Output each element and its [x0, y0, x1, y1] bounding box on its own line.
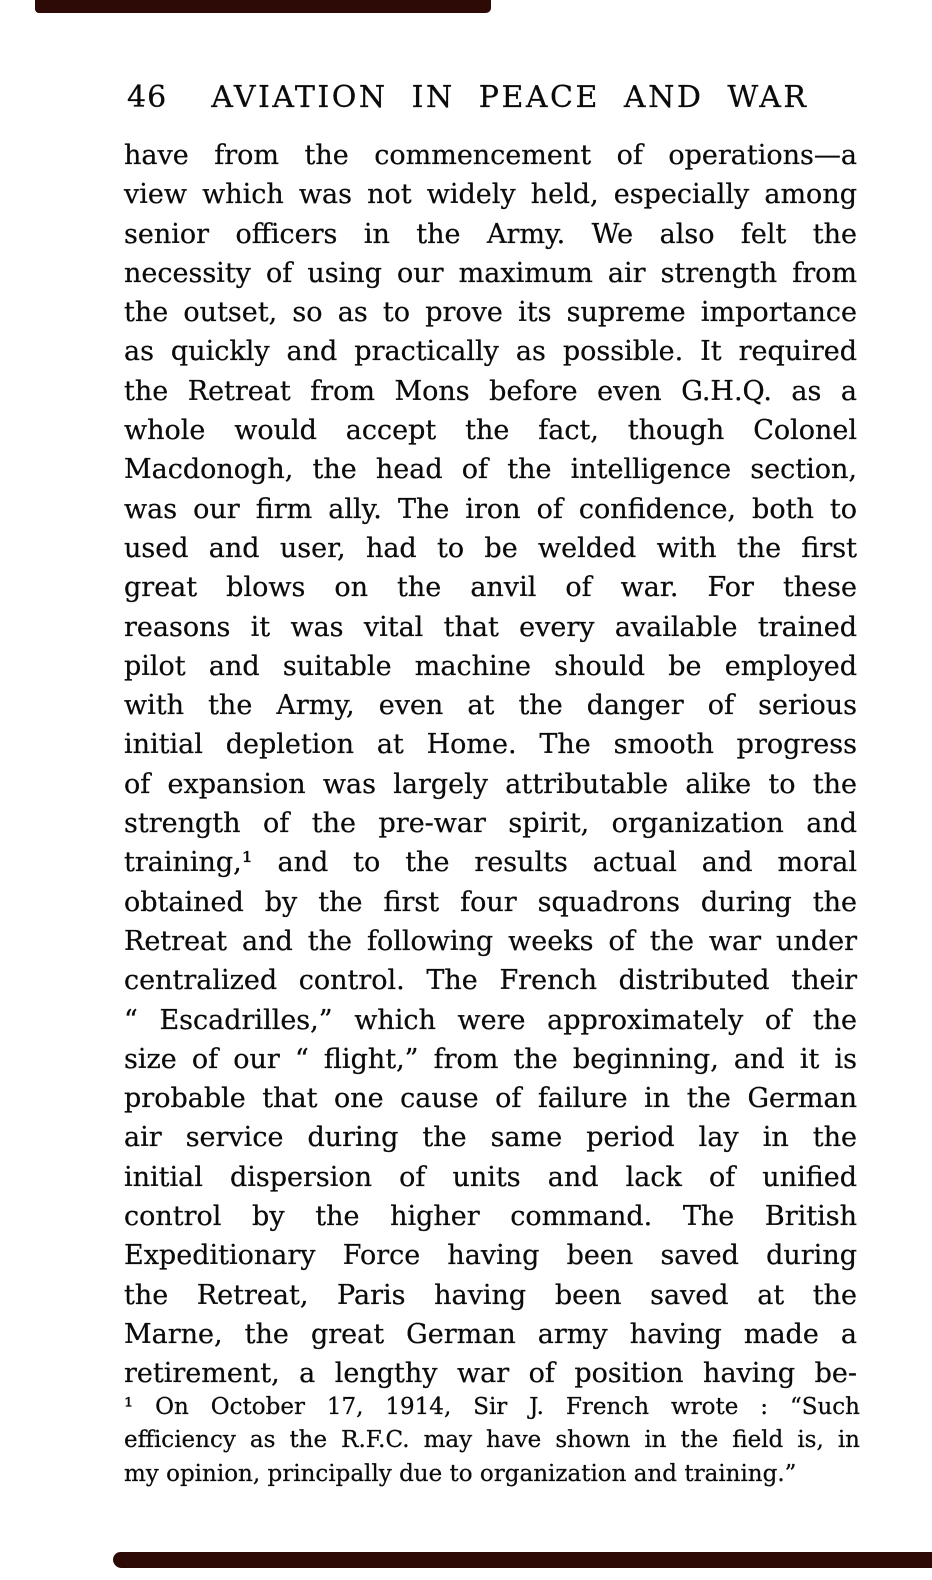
scan-edge-artifact-top [35, 0, 491, 13]
text-line: have from the commencement of operations—a [124, 140, 857, 171]
text-line: whole would accept the fact, though Colonel [124, 415, 857, 447]
text-line: Macdonogh, the head of the intelligence section, [124, 454, 857, 486]
text-line: obtained by the first four squadrons during the [124, 886, 857, 918]
running-title: AVIATION IN PEACE AND WAR [211, 80, 809, 115]
footnote-block [124, 1391, 860, 1491]
text-line: was our firm ally. The iron of confidence, both to [124, 493, 857, 525]
footnote-line: my opinion, principally due to organization and training.” [124, 1460, 797, 1487]
text-line: as quickly and practically as possible. It required [124, 336, 857, 368]
page-number: 46 [127, 80, 168, 115]
page-header [127, 80, 809, 115]
text-line: retirement, a lengthy war of position having be- [124, 1358, 857, 1390]
text-line: Retreat and the following weeks of the war under [124, 925, 857, 957]
text-line: size of our “ flight,” from the beginning, and it is [124, 1043, 857, 1075]
text-line: great blows on the anvil of war. For these [124, 572, 857, 604]
text-line: reasons it was vital that every available trained [124, 611, 857, 643]
text-line: training,¹ and to the results actual and moral [124, 847, 857, 879]
text-line: with the Army, even at the danger of serious [124, 690, 857, 722]
text-line: the Retreat from Mons before even G.H.Q. as a [124, 375, 857, 407]
text-line: strength of the pre-war spirit, organization and [124, 808, 857, 840]
text-line: “ Escadrilles,” which were approximately of the [124, 1004, 857, 1036]
scan-edge-artifact-bottom [113, 1552, 932, 1568]
text-line: Marne, the great German army having made a [124, 1318, 857, 1350]
text-line: necessity of using our maximum air strength from [124, 257, 857, 289]
text-line: view which was not widely held, especially among [124, 179, 857, 211]
text-line: the Retreat, Paris having been saved at the [124, 1279, 857, 1311]
text-line: air service during the same period lay in the [124, 1122, 857, 1154]
footnote-line: ¹ On October 17, 1914, Sir J. French wrote : “Such [124, 1394, 860, 1420]
text-line: initial dispersion of units and lack of unified [124, 1161, 857, 1193]
text-line: the outset, so as to prove its supreme importance [124, 297, 857, 329]
text-line: centralized control. The French distributed their [124, 965, 857, 997]
text-line: control by the higher command. The British [124, 1201, 857, 1233]
footnote-line: efficiency as the R.F.C. may have shown in the field is, in [124, 1427, 860, 1454]
text-line: used and user, had to be welded with the first [124, 532, 857, 564]
text-line: Expeditionary Force having been saved during [124, 1240, 857, 1272]
text-line: pilot and suitable machine should be employed [124, 650, 857, 682]
text-line: of expansion was largely attributable alike to the [124, 768, 857, 800]
text-line: senior officers in the Army. We also felt the [124, 218, 857, 250]
body-text-block [124, 136, 857, 1394]
text-line: probable that one cause of failure in the German [124, 1083, 857, 1115]
text-line: initial depletion at Home. The smooth progress [124, 729, 857, 761]
